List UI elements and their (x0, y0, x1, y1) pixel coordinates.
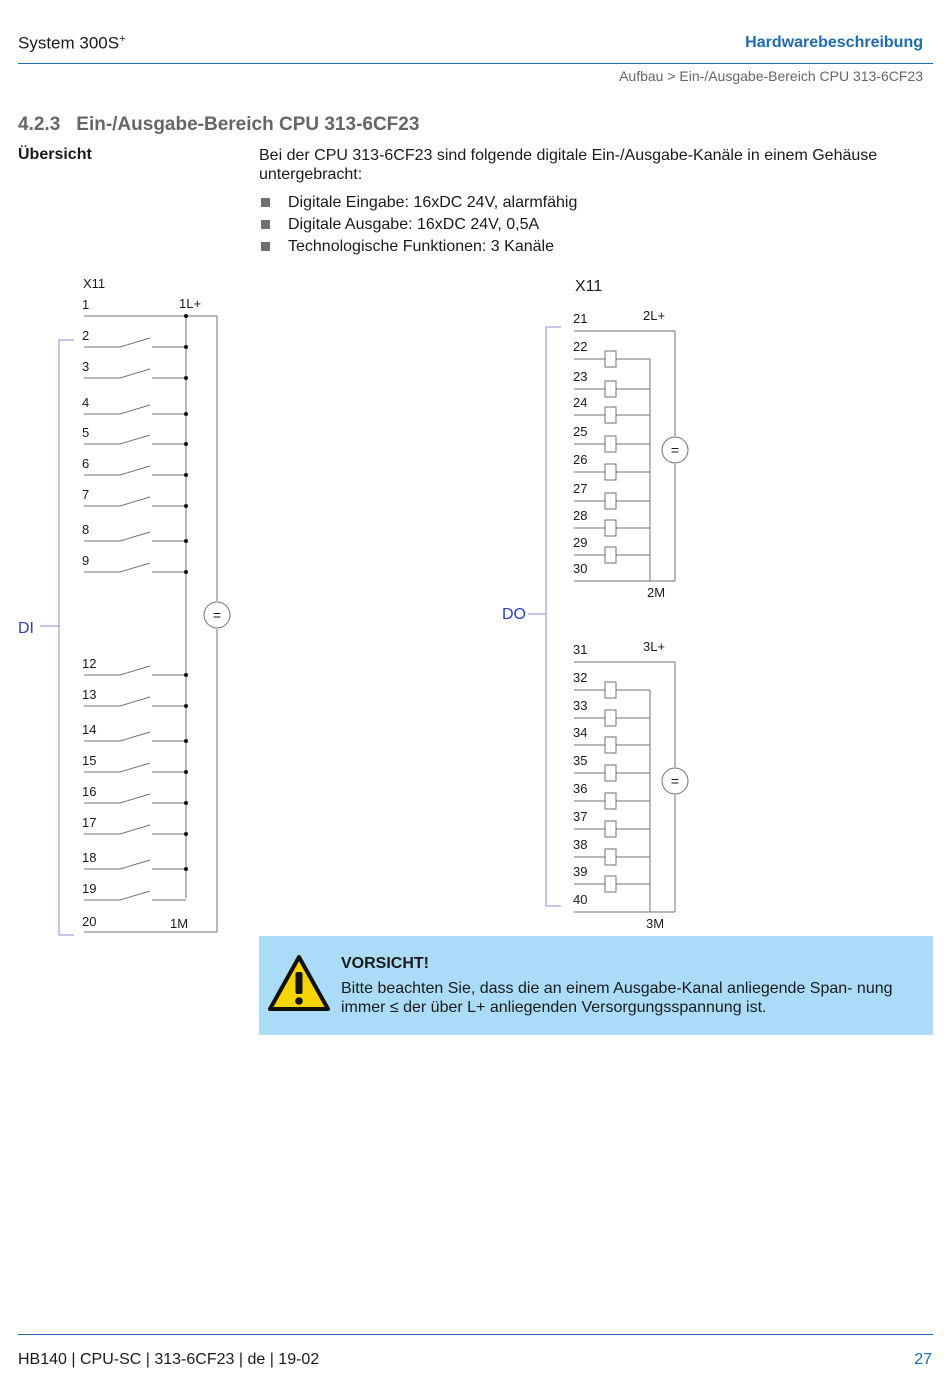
do-connector-label: X11 (575, 278, 603, 295)
list-item: Digitale Eingabe: 16xDC 24V, alarmfähig (259, 193, 577, 215)
bullet-square-icon (261, 220, 270, 229)
do-group2-supply-symbol: = (670, 773, 680, 789)
di-switch-contact (120, 891, 150, 900)
di-switch-contact (120, 860, 150, 869)
di-junction-dot (184, 570, 188, 574)
do-group1-supply-bottom-label: 2M (647, 585, 666, 600)
di-junction-dot (184, 770, 188, 774)
di-pin-label: 7 (82, 487, 90, 502)
di-group-label: DI (18, 620, 34, 637)
section-title (18, 114, 419, 136)
caution-box (259, 936, 933, 1035)
di-switch-contact (120, 466, 150, 475)
di-switch-contact (120, 794, 150, 803)
header-divider (18, 63, 933, 64)
di-pin-label: 15 (82, 753, 97, 768)
di-junction-dot (184, 345, 188, 349)
do-group1-load-icon (605, 493, 616, 509)
breadcrumb: Aufbau > Ein-/Ausgabe-Bereich CPU 313-6CF23 (619, 68, 923, 84)
do-group1-load-icon (605, 436, 616, 452)
do-group1-supply-symbol: = (670, 442, 680, 458)
di-pin-label: 9 (82, 553, 90, 568)
do-group2-load-icon (605, 849, 616, 865)
do-group1-pin-label: 25 (573, 424, 588, 439)
intro-paragraph: Bei der CPU 313-6CF23 sind folgende digitale Ein-/Ausgabe-Kanäle in einem Gehäuse untergebracht: (259, 147, 878, 183)
do-group1-load-icon (605, 407, 616, 423)
do-group2-pin-label: 33 (573, 698, 588, 713)
di-pin-label: 16 (82, 784, 97, 799)
di-supply-symbol: = (212, 607, 222, 623)
feature-list (259, 193, 577, 259)
do-group2-supply-top-label: 3L+ (643, 639, 666, 654)
di-supply-top-label: 1L+ (179, 296, 202, 311)
do-group1-load-icon (605, 464, 616, 480)
di-switch-contact (120, 763, 150, 772)
do-group2-load-icon (605, 737, 616, 753)
di-pin-label: 5 (82, 425, 90, 440)
di-junction-dot (184, 673, 188, 677)
do-group1-load-icon (605, 547, 616, 563)
do-diagram (502, 278, 688, 931)
do-group1-pin-label: 30 (573, 561, 588, 576)
do-group2-pin-label: 40 (573, 892, 588, 907)
header-section: Hardwarebeschreibung (745, 34, 923, 51)
do-group2-pin-label: 34 (573, 725, 588, 740)
do-group1-pin-label: 29 (573, 535, 588, 550)
do-group2-load-icon (605, 682, 616, 698)
di-junction-dot (184, 704, 188, 708)
list-item: Technologische Funktionen: 3 Kanäle (259, 237, 577, 259)
do-group2-supply-bottom-label: 3M (646, 916, 665, 931)
do-group2-load-icon (605, 765, 616, 781)
do-group1-load-icon (605, 381, 616, 397)
di-pin-label: 4 (82, 395, 90, 410)
di-supply-bottom-label: 1M (170, 916, 189, 931)
do-group1-pin-label: 22 (573, 339, 588, 354)
di-junction-dot (184, 539, 188, 543)
di-switch-contact (120, 697, 150, 706)
di-junction-dot (184, 739, 188, 743)
di-switch-contact (120, 563, 150, 572)
do-group2-load-icon (605, 876, 616, 892)
side-label: Übersicht (18, 146, 92, 163)
di-junction-dot (184, 376, 188, 380)
di-switch-contact (120, 825, 150, 834)
bullet-square-icon (261, 242, 270, 251)
di-pin-label: 6 (82, 456, 90, 471)
caution-text: Bitte beachten Sie, dass die an einem Ausgabe-Kanal anliegende Span- nung immer ≤ der über L+ anliegenden Versorgungsspannung ist. (341, 980, 893, 1016)
do-group2-pin-label: 37 (573, 809, 588, 824)
di-switch-contact (120, 435, 150, 444)
do-group1-pin-label: 23 (573, 369, 588, 384)
di-connector-label: X11 (83, 276, 106, 291)
do-group1-pin-label: 28 (573, 508, 588, 523)
footer-doc-id: HB140 | CPU-SC | 313-6CF23 | de | 19-02 (18, 1351, 320, 1368)
do-group2-load-icon (605, 793, 616, 809)
section-title-text: Ein-/Ausgabe-Bereich CPU 313-6CF23 (76, 114, 420, 135)
do-group-label: DO (502, 606, 526, 623)
di-switch-contact (120, 405, 150, 414)
di-pin-label: 14 (82, 722, 97, 737)
section-number: 4.2.3 (18, 114, 61, 135)
di-pin-label: 18 (82, 850, 97, 865)
di-junction-dot (184, 473, 188, 477)
do-group1-supply-top-label: 2L+ (643, 308, 666, 323)
di-pin-label: 2 (82, 328, 90, 343)
di-pin-label: 13 (82, 687, 97, 702)
do-group1-load-icon (605, 351, 616, 367)
do-group2-pin-label: 32 (573, 670, 588, 685)
do-group1-pin-label: 26 (573, 452, 588, 467)
do-group2-pin-label: 38 (573, 837, 588, 852)
do-group1-load-icon (605, 520, 616, 536)
di-pin-label: 17 (82, 815, 97, 830)
footer-divider (18, 1334, 933, 1335)
di-switch-contact (120, 532, 150, 541)
io-wiring-diagram (0, 260, 950, 940)
di-junction-dot (184, 504, 188, 508)
header-product: System 300S+ (18, 33, 126, 53)
di-switch-contact (120, 666, 150, 675)
di-pin-label: 12 (82, 656, 97, 671)
list-item: Digitale Ausgabe: 16xDC 24V, 0,5A (259, 215, 577, 237)
di-switch-contact (120, 338, 150, 347)
do-group-bracket (546, 327, 561, 906)
di-junction-dot (184, 442, 188, 446)
di-junction-dot (184, 801, 188, 805)
do-group2-pin-label: 36 (573, 781, 588, 796)
caution-title: VORSICHT! (341, 955, 429, 972)
di-junction-dot (184, 412, 188, 416)
do-group2-pin-label: 39 (573, 864, 588, 879)
di-junction-dot (184, 867, 188, 871)
do-group1-pin-label: 24 (573, 395, 588, 410)
di-group-bracket (59, 340, 74, 935)
do-group2-pin-label: 35 (573, 753, 588, 768)
di-switch-contact (120, 497, 150, 506)
warning-triangle-icon (267, 954, 331, 1012)
di-switch-contact (120, 732, 150, 741)
do-group2-pin-label: 31 (573, 642, 588, 657)
di-junction-dot (184, 314, 188, 318)
di-pin-label: 20 (82, 914, 97, 929)
do-group2-load-icon (605, 710, 616, 726)
do-group1-pin-label: 27 (573, 481, 588, 496)
di-pin-label: 19 (82, 881, 97, 896)
di-pin-label: 1 (82, 297, 90, 312)
di-pin-label: 3 (82, 359, 90, 374)
do-group1-pin-label: 21 (573, 311, 588, 326)
bullet-square-icon (261, 198, 270, 207)
di-diagram (18, 276, 230, 935)
di-pin-label: 8 (82, 522, 90, 537)
do-group2-load-icon (605, 821, 616, 837)
di-junction-dot (184, 832, 188, 836)
di-switch-contact (120, 369, 150, 378)
page-number: 27 (914, 1351, 932, 1368)
